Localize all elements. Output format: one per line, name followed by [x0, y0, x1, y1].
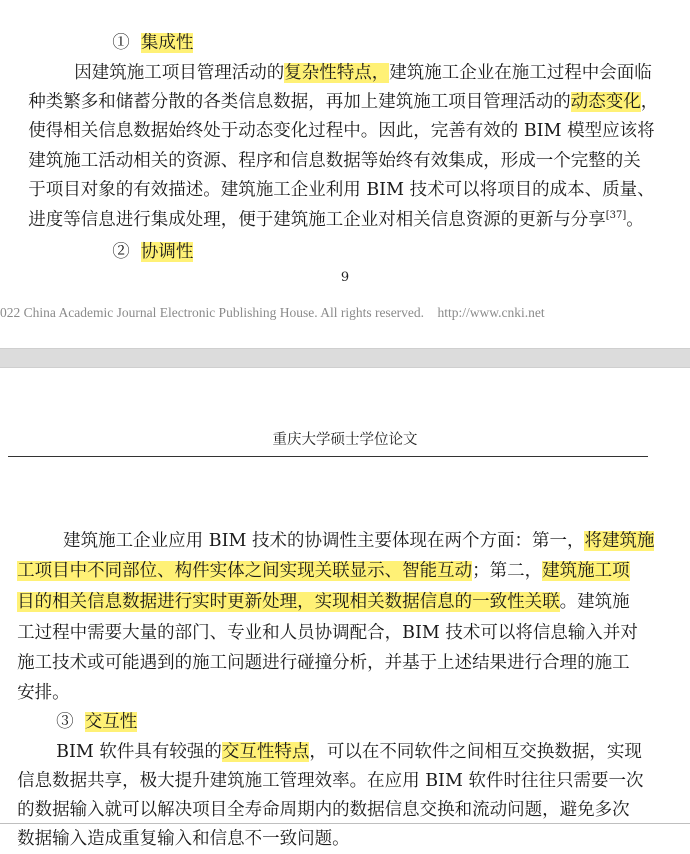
section-heading-interactivity [45, 677, 690, 732]
segment: 数据输入造成重复输入和信息不一致问题。 [17, 829, 350, 849]
segment: 使得相关信息数据始终处于动态变化过程中。因此，完善有效的 BIM 模型应该将 [28, 121, 655, 141]
highlighted-segment: 动态变化 [570, 92, 641, 112]
paragraph-line [6, 86, 690, 141]
copyright-footer: 022 China Academic Journal Electronic Publishing House. All rights reserved. http://www.cnki.net [0, 305, 545, 320]
page-number: 9 [340, 270, 350, 285]
segment: 进度等信息进行集成处理，便于建筑施工企业对相关信息资源的更新与分享 [28, 210, 606, 230]
segment: 种类繁多和储蓄分散的各类信息数据，再加上建筑施工项目管理活动的 [28, 92, 571, 112]
segment: 。 [626, 210, 644, 230]
paragraph-line [6, 57, 690, 112]
paragraph-line [6, 648, 690, 703]
segment: 。建筑施 [559, 592, 630, 612]
segment: ③ [56, 712, 85, 732]
highlighted-segment: 目的相关信息数据进行实时更新处理，实现相关数据信息的一致性关联 [17, 592, 560, 612]
section-heading-integration [90, 0, 690, 53]
segment: 施工技术或可能遇到的施工问题进行碰撞分析，并基于上述结果进行合理的施工 [17, 653, 630, 673]
paragraph-line [6, 116, 690, 171]
paragraph-line [6, 145, 690, 200]
header-rule [8, 456, 648, 457]
segment: ② [112, 242, 141, 262]
segment: 建筑施工企业在施工过程中会面临 [389, 63, 652, 83]
highlighted-segment: 协调性 [140, 242, 194, 262]
paragraph-line [6, 588, 690, 643]
segment: 建筑施工企业应用 BIM 技术的协调性主要体现在两个方面：第一， [63, 531, 585, 551]
highlighted-segment: 复杂性特点， [284, 63, 390, 83]
page-bottom-edge [0, 823, 690, 824]
paragraph-line [6, 736, 690, 791]
highlighted-segment: 交互性 [84, 712, 138, 732]
paragraph-line [52, 496, 690, 551]
segment: 建筑施工活动相关的资源、程序和信息数据等始终有效集成，形成一个完整的关 [28, 151, 641, 171]
paragraph-line [6, 794, 690, 849]
running-header: 重庆大学硕士学位论文 [272, 432, 418, 448]
segment: 于项目对象的有效描述。建筑施工企业利用 BIM 技术可以将项目的成本、质量、 [28, 180, 655, 200]
paragraph-line [6, 175, 690, 230]
segment: 信息数据共享，极大提升建筑施工管理效率。在应用 BIM 软件时往往只需要一次 [17, 771, 644, 791]
segment: BIM 软件具有较强的 [56, 742, 222, 762]
segment: ，可以在不同软件之间相互交换数据，实现 [309, 742, 642, 762]
paragraph-line [45, 707, 690, 762]
document-page-top [0, 0, 690, 348]
paragraph-line [6, 765, 690, 820]
paragraph-line [6, 557, 690, 612]
segment: 工过程中需要大量的部门、专业和人员协调配合，BIM 技术可以将信息输入并对 [17, 623, 638, 643]
page-gap [0, 348, 690, 368]
highlighted-segment: 建筑施工项 [542, 561, 630, 581]
section-heading-coordination [90, 207, 690, 262]
paragraph-line [52, 28, 690, 83]
citation-reference: [37] [605, 210, 627, 221]
segment: ， [640, 92, 659, 112]
highlighted-segment: 将建筑施 [584, 531, 655, 551]
paragraph-line [6, 526, 690, 581]
segment: 安排。 [17, 683, 70, 703]
highlighted-segment: 工项目中不同部位、构件实体之间实现关联显示、智能互动 [17, 561, 473, 581]
segment: 因建筑施工项目管理活动的 [74, 63, 285, 83]
paragraph-line [6, 618, 690, 673]
segment: ① [112, 33, 141, 53]
segment: ；第二， [472, 561, 543, 581]
segment: 的数据输入就可以解决项目全寿命周期内的数据信息交换和流动问题，避免多次 [17, 800, 630, 820]
highlighted-segment: 交互性特点 [221, 742, 310, 762]
highlighted-segment: 集成性 [140, 33, 194, 53]
